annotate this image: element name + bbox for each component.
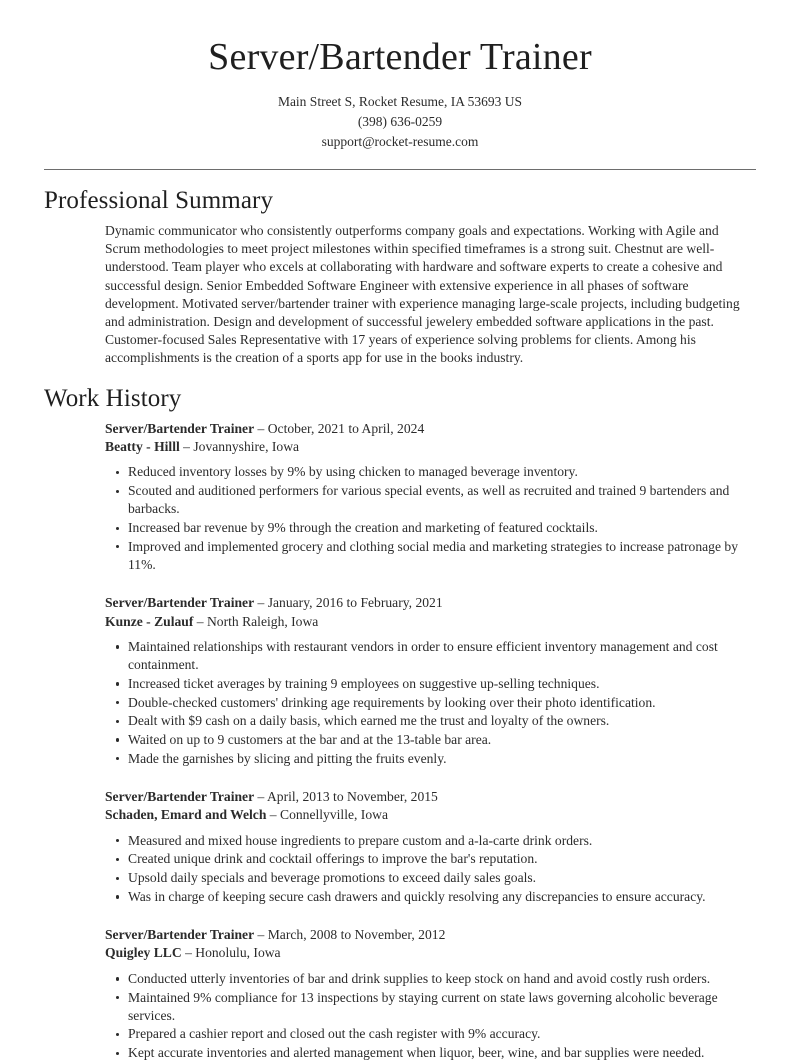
job-title: Server/Bartender Trainer (105, 788, 255, 804)
list-item: Scouted and auditioned performers for various special events, as well as recruited and trained 9 bartenders and barbacks. (128, 482, 752, 518)
list-item: Was in charge of keeping secure cash drawers and quickly resolving any discrepancies to ensure accuracy. (128, 888, 752, 906)
job-bullet-list (105, 638, 752, 768)
job-location: Jovannyshire, Iowa (193, 439, 300, 455)
list-item: Kept accurate inventories and alerted management when liquor, beer, wine, and bar supplies were needed. (128, 1044, 752, 1062)
job-title-separator: – (254, 420, 268, 436)
list-item: Reduced inventory losses by 9% by using chicken to managed beverage inventory. (128, 463, 752, 481)
work-history-entry (105, 420, 752, 575)
job-bullet-list (105, 832, 752, 906)
job-dates: January, 2016 to February, 2021 (267, 595, 443, 611)
job-company-separator: – (179, 439, 194, 455)
list-item: Double-checked customers' drinking age requirements by looking over their photo identification. (128, 694, 752, 712)
section-heading-work-history: Work History (44, 384, 182, 412)
job-location: Connellyville, Iowa (280, 807, 388, 823)
job-company-line (105, 806, 752, 824)
job-title-line (105, 594, 752, 612)
list-item: Increased ticket averages by training 9 employees on suggestive up-selling techniques. (128, 675, 752, 693)
summary-paragraph: Dynamic communicator who consistently outperforms company goals and expectations. Working with Agile and Scrum methodologies to meet project milestones within specified timeframes is a strong suit. Chestnut are well-understood. Team player who excels at collaborating with hardware and software experts to create a cohesive and successful design. Senior Embedded Software Engineer with extensive experience in all phases of software development. Motivated server/bartender trainer with experience managing large-scale projects, including budgeting and administration. Design and development of successful jewelery embedded software applications in the past. Customer-focused Sales Representative with 17 years of experience solving problems for clients. Among his accomplishments is the creation of a sports app for use in the books industry. (105, 223, 740, 366)
job-title-line (105, 926, 752, 944)
list-item: Made the garnishes by slicing and pitting the fruits evenly. (128, 750, 752, 768)
job-title-separator: – (254, 927, 268, 943)
list-item: Improved and implemented grocery and clothing social media and marketing strategies to increase patronage by 11%. (128, 538, 752, 574)
job-dates: April, 2013 to November, 2015 (266, 788, 438, 804)
job-title: Server/Bartender Trainer (105, 927, 255, 943)
list-item: Prepared a cashier report and closed out the cash register with 9% accuracy. (128, 1025, 752, 1043)
job-company: Quigley LLC (105, 945, 182, 961)
job-title-line (105, 788, 752, 806)
list-item: Conducted utterly inventories of bar and drink supplies to keep stock on hand and avoid costly rush orders. (128, 970, 752, 988)
contact-block (0, 92, 800, 152)
job-location: North Raleigh, Iowa (206, 613, 319, 629)
list-item: Created unique drink and cocktail offerings to improve the bar's reputation. (128, 850, 752, 868)
resume-header (0, 0, 800, 152)
job-company-separator: – (181, 945, 196, 961)
work-history-entry (105, 594, 752, 768)
job-dates: October, 2021 to April, 2024 (267, 420, 425, 436)
work-history-entry (105, 788, 752, 906)
list-item: Increased bar revenue by 9% through the creation and marketing of featured cocktails. (128, 519, 752, 537)
contact-address: Main Street S, Rocket Resume, IA 53693 US (277, 94, 523, 109)
job-bullet-list (105, 463, 752, 574)
job-title-line (105, 420, 752, 438)
job-company-line (105, 944, 752, 962)
section-professional-summary (0, 186, 800, 368)
job-title-separator: – (254, 788, 267, 804)
header-divider (44, 169, 756, 170)
list-item: Waited on up to 9 customers at the bar and at the 13-table bar area. (128, 731, 752, 749)
job-company: Beatty - Hilll (105, 439, 180, 455)
page-title: Server/Bartender Trainer (208, 36, 592, 78)
work-history-body (44, 420, 756, 1062)
job-location: Honolulu, Iowa (195, 945, 281, 961)
contact-email: support@rocket-resume.com (321, 134, 479, 149)
section-work-history (0, 384, 800, 1062)
list-item: Maintained relationships with restaurant vendors in order to ensure efficient inventory management and cost containment. (128, 638, 752, 674)
job-title: Server/Bartender Trainer (105, 595, 255, 611)
section-heading-professional-summary: Professional Summary (44, 187, 274, 214)
contact-phone: (398) 636-0259 (357, 114, 443, 129)
summary-body (44, 222, 756, 368)
work-history-entry (105, 926, 752, 1062)
job-dates: March, 2008 to November, 2012 (267, 927, 446, 943)
job-company-line (105, 438, 752, 456)
job-company-separator: – (193, 613, 207, 629)
job-company-separator: – (266, 807, 280, 823)
job-company: Schaden, Emard and Welch (105, 807, 267, 823)
job-title-separator: – (254, 595, 268, 611)
list-item: Upsold daily specials and beverage promotions to exceed daily sales goals. (128, 869, 752, 887)
job-company-line (105, 613, 752, 631)
job-company: Kunze - Zulauf (105, 613, 194, 629)
list-item: Maintained 9% compliance for 13 inspections by staying current on state laws governing alcoholic beverage services. (128, 989, 752, 1025)
job-bullet-list (105, 970, 752, 1062)
job-title: Server/Bartender Trainer (105, 420, 255, 436)
list-item: Dealt with $9 cash on a daily basis, which earned me the trust and loyalty of the owners. (128, 712, 752, 730)
list-item: Measured and mixed house ingredients to prepare custom and a-la-carte drink orders. (128, 832, 752, 850)
